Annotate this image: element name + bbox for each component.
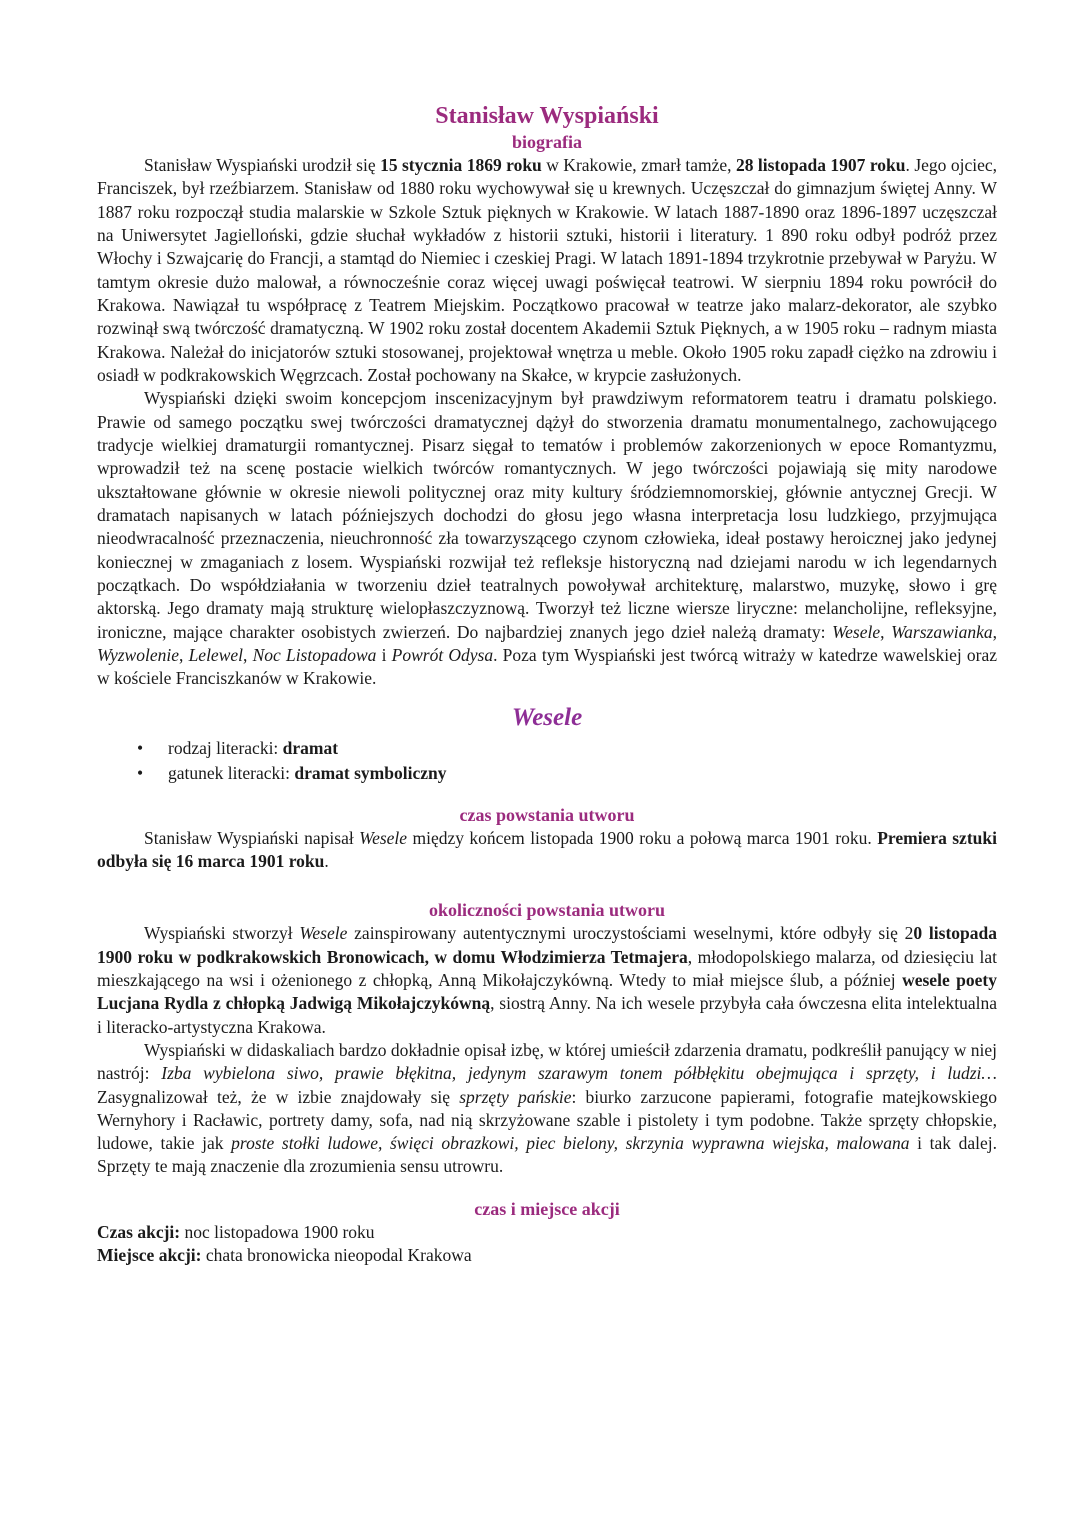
biography-paragraph-2: Wyspiański dzięki swoim koncepcjom inscenizacyjnym był prawdziwym reformatorem teatru i dramatu polskiego. Prawie od samego początku swej twórczości dramatycznej dążył do stworzenia dramatu monumentalnego, zachowującego tradycje wielkiej dramaturgii romantycznej. Pisarz sięgał to tematów i problemów zakorzenionych w epoce Romantyzmu, wprowadził też na scenę postacie wielkich twórców romantycznych. W jego twórczości pojawiają się mity narodowe ukształtowane głównie w okresie niewoli politycznej oraz mity kultury śródziemnomorskiej, głównie antycznej Grecji. W dramatach napisanych w latach późniejszych dochodzi do głosu jego własna interpretacja losu ludzkiego, przyjmująca nieodwracalność przeznaczenia, nieuchronność zła towarzyszącego czynom człowieka, ideał postawy heroicznej jako jedynej koniecznej w zmaganiach z losem. Wyspiański rozwijał też refleksje historyczną nad dziejami narodu w ich legendarnych początkach. Do współdziałania w tworzeniu dzieł teatralnych powoływał architekturę, malarstwo, muzykę, słowo i grę aktorską. Jego dramaty mają strukturę wielopłaszczyznową. Tworzył też liczne wiersze liryczne: melancholijne, refleksyjne, ironiczne, mające charakter osobistych zwierzeń. Do najbardziej znanych jego dzieł należą dramaty: Wesele, Warszawianka, Wyzwolenie, Lelewel, Noc Listopadowa i Powrót Odysa. Poza tym Wyspiański jest twórcą witraży w katedrze wawelskiej oraz w kościele Franciszkanów w Krakowie. <box>97 388 998 689</box>
section-heading-czas-powstania: czas powstania utworu <box>459 804 635 825</box>
okolicznosci-paragraph-1: Wyspiański stworzył Wesele zainspirowany autentycznymi uroczystościami weselnymi, które odbyły się 20 listopada 1900 roku w podkrakowskich Bronowicach, w domu Włodzimierza Tetmajera, młodopolskiego malarza, od dziesięciu lat mieszkającego na wsi i ożenionego z chłopką, Anną Mikołajczykówną. Wtedy to miał miejsce ślub, a później wesele poety Lucjana Rydla z chłopką Jadwigą Mikołajczykówną, siostrą Anny. Na ich wesele przybyła cała ówczesna elita intelektualna i literacko-artystyczna Krakowa. <box>97 923 998 1037</box>
section-heading-czas-miejsce-akcji: czas i miejsce akcji <box>474 1198 620 1219</box>
section-heading-wesele: Wesele <box>511 703 583 731</box>
section-heading-okolicznosci: okoliczności powstania utworu <box>428 900 666 921</box>
literary-properties-list <box>97 736 997 786</box>
list-item-gatunek-literacki: • gatunek literacki: dramat symboliczny <box>97 761 997 786</box>
czas-powstania-paragraph: Stanisław Wyspiański napisał Wesele między końcem listopada 1900 roku a połową marca 1901 roku. Premiera sztuki odbyła się 16 marca 1901 roku. <box>97 827 997 871</box>
czas-akcji-line: Czas akcji: noc listopadowa 1900 roku <box>97 1221 375 1242</box>
section-heading-biografia: biografia <box>512 132 582 152</box>
okolicznosci-paragraph-2: Wyspiański w didaskaliach bardzo dokładnie opisał izbę, w której umieścił zdarzenia dramatu, podkreślił panujący w niej nastrój: Izba wybielona siwo, prawie błękitna, jedynym szarawym tonem półbłękitu obejmująca i sprzęty, i ludzi… Zasygnalizował też, że w izbie znajdowały się sprzęty pańskie: biurko zarzucone papierami, fotografie matejkowskiego Wernyhory i Racławic, portrety damy, sofa, nad nią skrzyżowane szable i pistolety i tym podobne. Także sprzęty chłopskie, ludowe, takie jak proste stołki ludowe, święci obrazkowi, piec bielony, skrzynia wyprawna wiejska, malowana i tak dalej. Sprzęty te mają znaczenie dla zrozumienia sensu utrowru. <box>97 1039 997 1177</box>
list-item-rodzaj-literacki: • rodzaj literacki: dramat <box>97 736 997 761</box>
biography-paragraph-1: Stanisław Wyspiański urodził się 15 stycznia 1869 roku w Krakowie, zmarł tamże, 28 listopada 1907 roku. Jego ojciec, Franciszek, był rzeźbiarzem. Stanisław od 1880 roku wychowywał się u krewnych. Uczęszczał do gimnazjum świętej Anny. W 1887 roku rozpoczął studia malarskie w Szkole Sztuk pięknych w Krakowie. W latach 1887-1890 oraz 1896-1897 uczęszczał na Uniwersytet Jagielloński, gdzie słuchał wykładów z historii sztuki, historii i literatury. 1 890 roku odbył podróż przez Włochy i Szwajcarię do Francji, a stamtąd do Niemiec i czeskiej Pragi. W latach 1891-1894 trzykrotnie przebywał w Paryżu. W tamtym okresie dużo malował, a równocześnie coraz więcej uwagi poświęcał teatrowi. W sierpniu 1894 roku powrócił do Krakowa. Nawiązał tu współpracę z Teatrem Miejskim. Początkowo pracował w teatrze jako malarz-dekorator, ale szybko rozwinął swą twórczość dramatyczną. W 1902 roku został docentem Akademii Sztuk Pięknych, a w 1905 roku – radnym miasta Krakowa. Należał do inicjatorów sztuki stosowanej, projektował wnętrza u meble. Około 1905 roku zapadł ciężko na zdrowiu i osiadł w podkrakowskich Węgrzcach. Został pochowany na Skałce, w krypcie zasłużonych. <box>97 155 997 385</box>
document-title: Stanisław Wyspiański <box>435 103 659 129</box>
miejsce-akcji-line: Miejsce akcji: chata bronowicka nieopodal Krakowa <box>97 1245 472 1266</box>
